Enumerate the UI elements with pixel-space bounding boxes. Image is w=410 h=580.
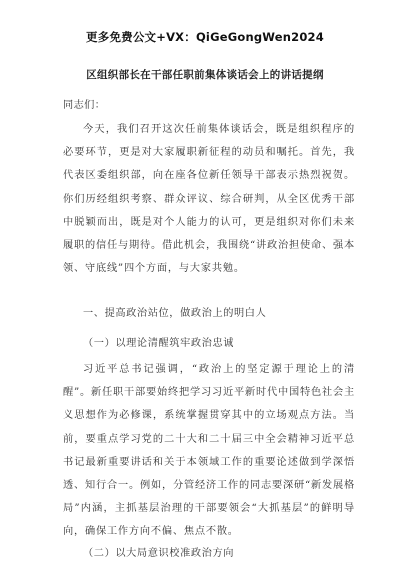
watermark-header: 更多免费公文+VX：QiGeGongWen2024 — [86, 30, 324, 44]
subsection-1-paragraph: 习近平总书记强调，“政治上的坚定源于理论上的清醒”。新任职干部要始终把学习习近平新时代中国特色社会主义思想作为必修课，系统掌握贯穿其中的立场观点方法。当前，要重点学习党的二十大和二十届三中全会精神习近平总书记最新重要讲话和关于本领域工作的重要论述做到学深悟透、知行合一。例如，分管经济工作的同志要深研“新发展格局”内涵，主抓基层治理的干部要领会“大抓基层”的鲜明导向，确保工作方向不偏、焦点不散。 — [63, 364, 355, 538]
subsection-heading-2: （二）以大局意识校准政治方向 — [83, 548, 235, 559]
subsection-heading-1: （一）以理论清醒筑牢政治忠诚 — [83, 338, 235, 349]
document-title: 区组织部长在干部任职前集体谈话会上的讲话提纲 — [86, 69, 324, 81]
section-heading-1: 一、提高政治站位，做政治上的明白人 — [83, 308, 267, 319]
salutation: 同志们： — [63, 100, 106, 111]
intro-paragraph: 今天，我们召开这次任前集体谈话会，既是组织程序的必要环节，更是对大家履职新征程的动员和嘱托。首先，我代表区委组织部，向在座各位新任领导干部表示热烈祝贺。你们历经组织考察、群众评议、综合研判，从全区优秀干部中脱颖而出，既是对个人能力的认可，更是组织对你们未来履职的信任与期待。借此机会，我围绕“讲政治担使命、强本领、守底线”四个方面，与大家共勉。 — [63, 124, 355, 275]
